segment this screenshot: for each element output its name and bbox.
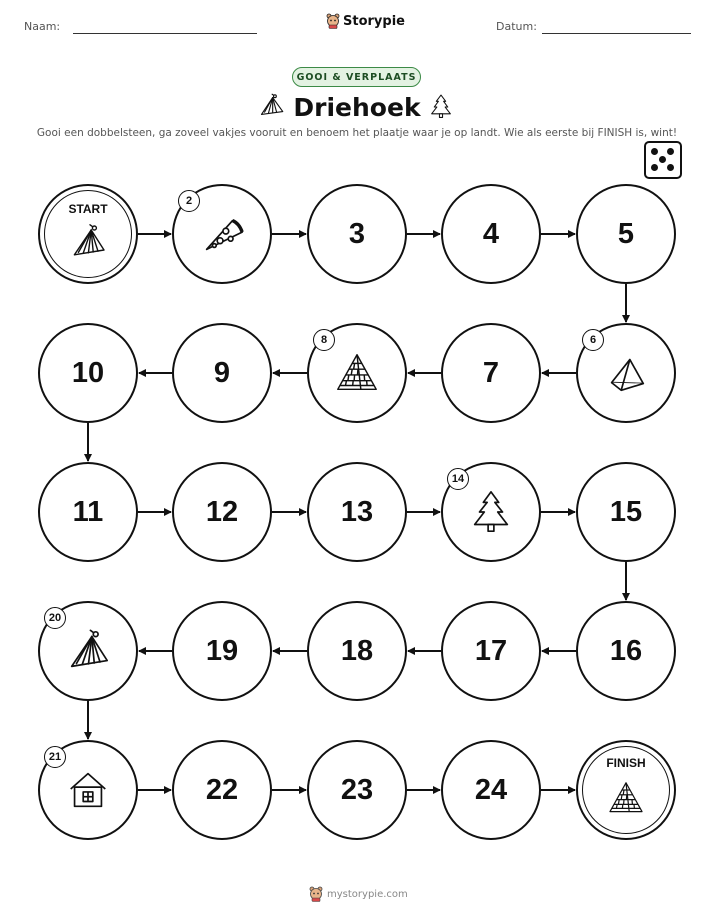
board-space-2 [172,184,272,284]
instructions-text: Gooi een dobbelsteen, ga zoveel vakjes vooruit en benoem het plaatje waar je op landt. Wie als eerste bij FINISH is, wint! [36,127,678,139]
pine-tree-icon [428,92,454,120]
finish-space [576,740,676,840]
triangle-instrument-icon [64,627,112,675]
space-number: 23 [340,773,374,806]
space-number: 13 [340,495,374,528]
board-space-23 [307,740,407,840]
triangle-instrument-icon [68,222,108,262]
footer [309,886,408,902]
space-number: 7 [482,356,500,389]
space-number: 5 [617,217,635,250]
space-number-badge: 21 [44,746,66,768]
die-pip [651,148,658,155]
board-space-8 [307,323,407,423]
space-number-badge: 6 [582,329,604,351]
board-space-18 [307,601,407,701]
date-line[interactable] [542,33,691,34]
folded-triangle-icon [602,349,650,397]
board-space-24 [441,740,541,840]
space-number: 24 [474,773,508,806]
storypie-mascot-icon [326,13,340,29]
space-number-badge: 2 [178,190,200,212]
board-space-5 [576,184,676,284]
space-number: 17 [474,634,508,667]
board-space-3 [307,184,407,284]
board-space-13 [307,462,407,562]
house-icon [64,766,112,814]
space-number: 9 [213,356,231,389]
die-pip [667,164,674,171]
board-space-6 [576,323,676,423]
space-number-badge: 14 [447,468,469,490]
board-space-11 [38,462,138,562]
space-number: 22 [205,773,239,806]
board-space-12 [172,462,272,562]
board-space-22 [172,740,272,840]
space-number-badge: 20 [44,607,66,629]
start-label: START [68,202,108,216]
pyramid-icon [606,778,646,818]
space-number: 10 [71,356,105,389]
finish-label: FINISH [606,756,646,770]
date-label: Datum: [496,20,537,33]
board-space-10 [38,323,138,423]
brand-logo [326,13,405,29]
space-number: 15 [609,495,643,528]
space-number-badge: 8 [313,329,335,351]
die-pip [667,148,674,155]
storypie-mascot-icon [309,886,323,902]
space-number: 12 [205,495,239,528]
space-number: 11 [72,495,104,528]
board-space-21 [38,740,138,840]
board-space-20 [38,601,138,701]
footer-url[interactable]: mystorypie.com [327,888,408,900]
space-number: 18 [340,634,374,667]
board-space-16 [576,601,676,701]
space-number: 16 [609,634,643,667]
game-type-badge: GOOI & VERPLAATS [292,67,421,87]
name-label: Naam: [24,20,61,33]
board-space-7 [441,323,541,423]
brand-name: Storypie [343,13,405,29]
pine-tree-icon [467,488,515,536]
board-space-9 [172,323,272,423]
space-number: 4 [482,217,500,250]
space-number: 3 [348,217,366,250]
space-number: 19 [205,634,239,667]
board-space-15 [576,462,676,562]
name-line[interactable] [73,33,257,34]
die-icon [644,141,682,179]
die-pip [651,164,658,171]
board-space-14 [441,462,541,562]
die-pip [659,156,666,163]
start-space [38,184,138,284]
pyramid-icon [333,349,381,397]
board-space-17 [441,601,541,701]
board-space-19 [172,601,272,701]
page-title: Driehoek [293,93,421,122]
pizza-slice-icon [198,210,246,258]
board-space-4 [441,184,541,284]
